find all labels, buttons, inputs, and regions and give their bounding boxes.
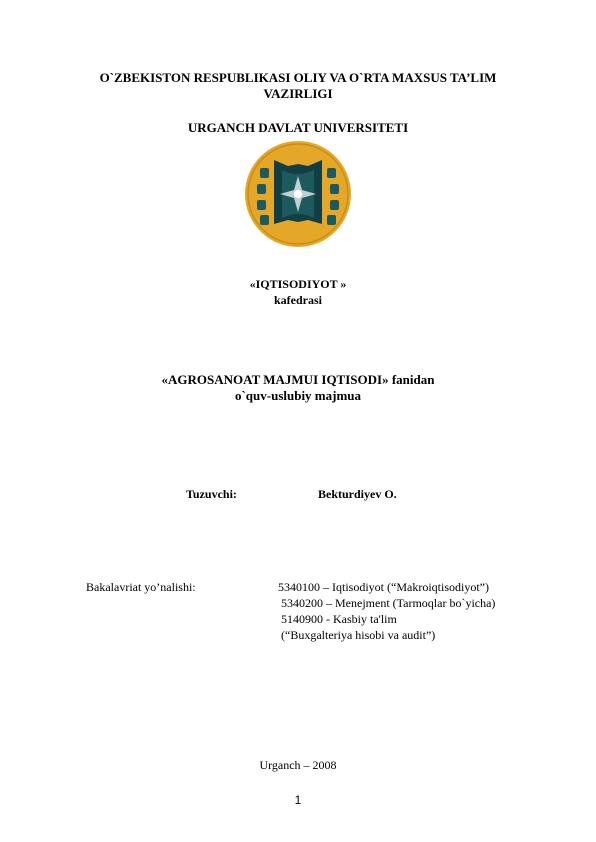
list-item: 5140900 - Kasbiy ta'lim — [281, 612, 397, 626]
department-label: kafedrasi — [274, 293, 322, 307]
subject-line-2: o`quv-uslubiy majmua — [234, 388, 362, 403]
ministry-line-1: O`ZBEKISTON RESPUBLIKASI OLIY VA O`RTA MAXSUS TA’LIM — [99, 70, 497, 85]
page-number: 1 — [294, 793, 302, 807]
ministry-heading — [0, 70, 596, 102]
list-item: 5340100 – Iqtisodiyot (“Makroiqtisodiyot”) — [278, 580, 489, 594]
university-name: URGANCH DAVLAT UNIVERSITETI — [187, 120, 409, 135]
subject-title — [0, 372, 596, 404]
ministry-line-2: VAZIRLIGI — [263, 86, 333, 101]
bachelor-direction-label: Bakalavriat yo’nalishi: — [86, 580, 196, 594]
university-emblem-icon — [244, 140, 352, 248]
department-name: «IQTISODIYOT » — [249, 277, 347, 291]
list-item: (“Buxgalteriya hisobi va audit”) — [281, 628, 436, 642]
author-label: Tuzuvchi: — [186, 487, 237, 501]
city-year: Urganch – 2008 — [259, 758, 337, 772]
author-name: Bekturdiyev O. — [318, 487, 397, 501]
department-block — [0, 276, 596, 308]
bachelor-direction-list — [278, 579, 495, 643]
subject-line-1: «AGROSANOAT MAJMUI IQTISODI» fanidan — [161, 372, 435, 387]
list-item: 5340200 – Menejment (Tarmoqlar bo`yicha) — [281, 596, 496, 610]
